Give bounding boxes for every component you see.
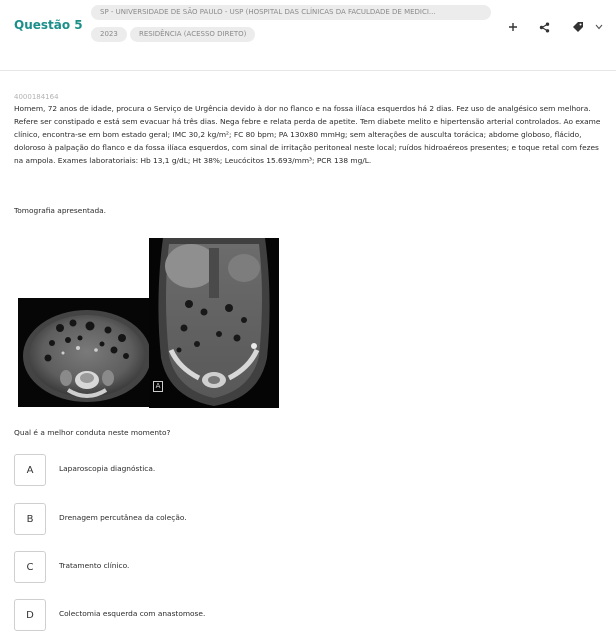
share-button[interactable]: [535, 18, 553, 36]
option-letter[interactable]: C: [14, 551, 46, 583]
option-text: Colectomia esquerda com anastomose.: [59, 609, 206, 618]
type-chip: RESIDÊNCIA (ACESSO DIRETO): [130, 27, 255, 42]
image-caption: Tomografia apresentada.: [14, 206, 107, 215]
tag-icon: [572, 21, 584, 33]
option-text: Laparoscopia diagnóstica.: [59, 464, 156, 473]
option-letter[interactable]: D: [14, 599, 46, 631]
chevron-down-icon: [595, 24, 603, 30]
year-chip: 2023: [91, 27, 127, 42]
question-code: 4000184164: [14, 93, 59, 101]
option-c[interactable]: [14, 551, 574, 583]
option-text: Drenagem percutânea da coleção.: [59, 513, 187, 522]
share-icon: [539, 22, 550, 33]
option-letter[interactable]: A: [14, 454, 46, 486]
question-header: [0, 0, 616, 71]
ct-coronal-image: [149, 238, 279, 408]
option-letter[interactable]: B: [14, 503, 46, 535]
tag-button[interactable]: [569, 18, 587, 36]
question-prompt: Qual é a melhor conduta neste momento?: [14, 428, 171, 437]
option-text: Tratamento clínico.: [59, 561, 130, 570]
question-stem: Homem, 72 anos de idade, procura o Serviço de Urgência devido à dor no flanco e na fossa ilíaca esquerdos há 2 dias. Fez uso de analgésico sem melhora. Refere ser constipado e está sem evacuar há três dias. Nega febre e relata perda de apetite. Tem diabete melito e hipertensão arterial controlados. Ao exame clínico, encontra-se em bom estado geral; IMC 30,2 kg/m²; FC 80 bpm; PA 130x80 mmHg; sem alterações de ausculta torácica; abdome globoso, flácido, doloroso à palpação do flanco e da fossa ilíaca esquerdos, com sinal de irritação peritoneal neste local; ruídos hidroaéreos presentes; e toque retal com fezes na ampola. Exames laboratoriais: Hb 13,1 g/dL; Ht 38%; Leucócitos 15.693/mm³; PCR 138 mg/L.: [14, 104, 601, 165]
question-title: Questão 5: [14, 18, 83, 32]
ct-label: A: [153, 381, 163, 392]
plus-icon: [508, 22, 518, 32]
option-a[interactable]: [14, 454, 574, 486]
add-button[interactable]: [504, 18, 522, 36]
ct-axial-image: [18, 298, 156, 407]
option-b[interactable]: [14, 503, 574, 535]
source-chip: SP - UNIVERSIDADE DE SÃO PAULO - USP (HOSPITAL DAS CLÍNICAS DA FACULDADE DE MEDICI...: [91, 5, 491, 20]
tag-dropdown-button[interactable]: [593, 18, 605, 36]
option-d[interactable]: [14, 599, 574, 631]
